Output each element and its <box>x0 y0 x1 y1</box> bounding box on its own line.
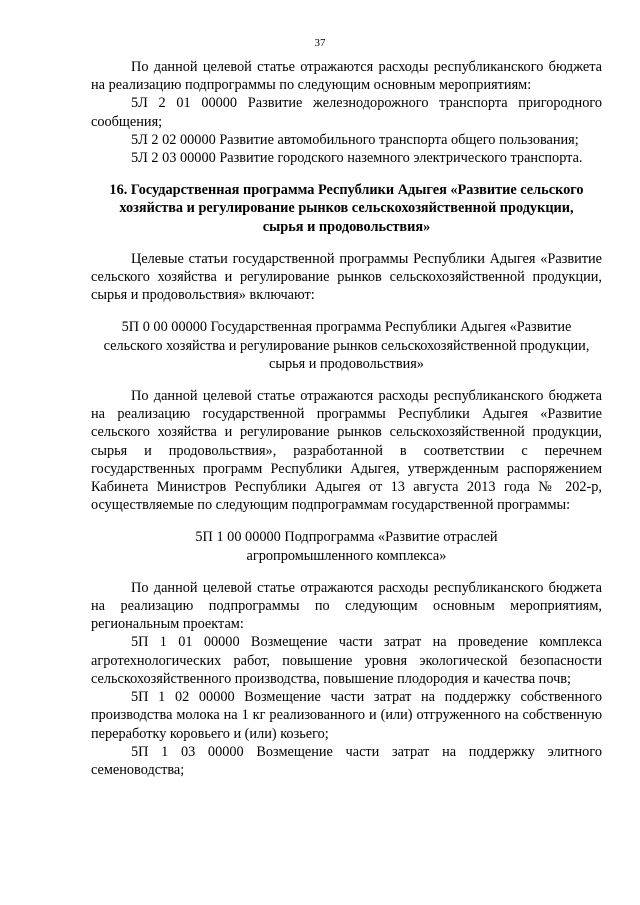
paragraph: По данной целевой статье отражаются расходы республиканского бюджета на реализацию подпрограммы по следующим основным мероприятиям, региональным проектам: <box>91 579 602 633</box>
paragraph: Целевые статьи государственной программы Республики Адыгея «Развитие сельского хозяйства и регулирование рынков сельскохозяйственной продукции, сырья и продовольствия» включают: <box>91 250 602 304</box>
list-item: 5Л 2 01 00000 Развитие железнодорожного транспорта пригородного сообщения; <box>91 95 602 130</box>
document-body <box>91 58 602 779</box>
list-item: 5Л 2 02 00000 Развитие автомобильного транспорта общего пользования; <box>131 131 579 148</box>
program-title: 5П 0 00 00000 Государственная программа Республики Адыгея «Развитие сельского хозяйства и регулирование рынков сельскохозяйственной продукции, сырья и продовольствия» <box>103 319 590 372</box>
paragraph: По данной целевой статье отражаются расходы республиканского бюджета на реализацию государственной программы Республики Адыгея «Развитие сельского хозяйства и регулирование рынков сельскохозяйственной продукции, сырья и продовольствия», разработанной в соответствии с перечнем государственных программ Республики Адыгея, утвержденным распоряжением Кабинета Министров Республики Адыгея от 13 августа 2013 года № 202-р, осуществляемые по следующим подпрограммам государственной программы: <box>91 388 602 514</box>
page-number: 37 <box>314 37 326 49</box>
subprogram-title: 5П 1 00 00000 Подпрограмма «Развитие отраслей агропромышленного комплекса» <box>195 529 498 564</box>
list-item: 5П 1 03 00000 Возмещение части затрат на поддержку элитного семеноводства; <box>91 743 602 778</box>
list-item: 5П 1 02 00000 Возмещение части затрат на поддержку собственного производства молока на 1 кг реализованного и (или) отгруженного на собственную переработку коровьего и (или) козьего; <box>91 689 602 742</box>
section-heading: 16. Государственная программа Республики Адыгея «Развитие сельского хозяйства и регулирование рынков сельскохозяйственной продукции, сырья и продовольствия» <box>109 182 584 235</box>
paragraph: По данной целевой статье отражаются расходы республиканского бюджета на реализацию подпрограммы по следующим основным мероприятиям: <box>91 59 602 94</box>
list-item: 5Л 2 03 00000 Развитие городского наземного электрического транспорта. <box>131 150 583 167</box>
list-item: 5П 1 01 00000 Возмещение части затрат на проведение комплекса агротехнологических работ, повышение уровня экологической безопасности сельскохозяйственного производства, повышение плодородия и качества почв; <box>91 634 602 687</box>
